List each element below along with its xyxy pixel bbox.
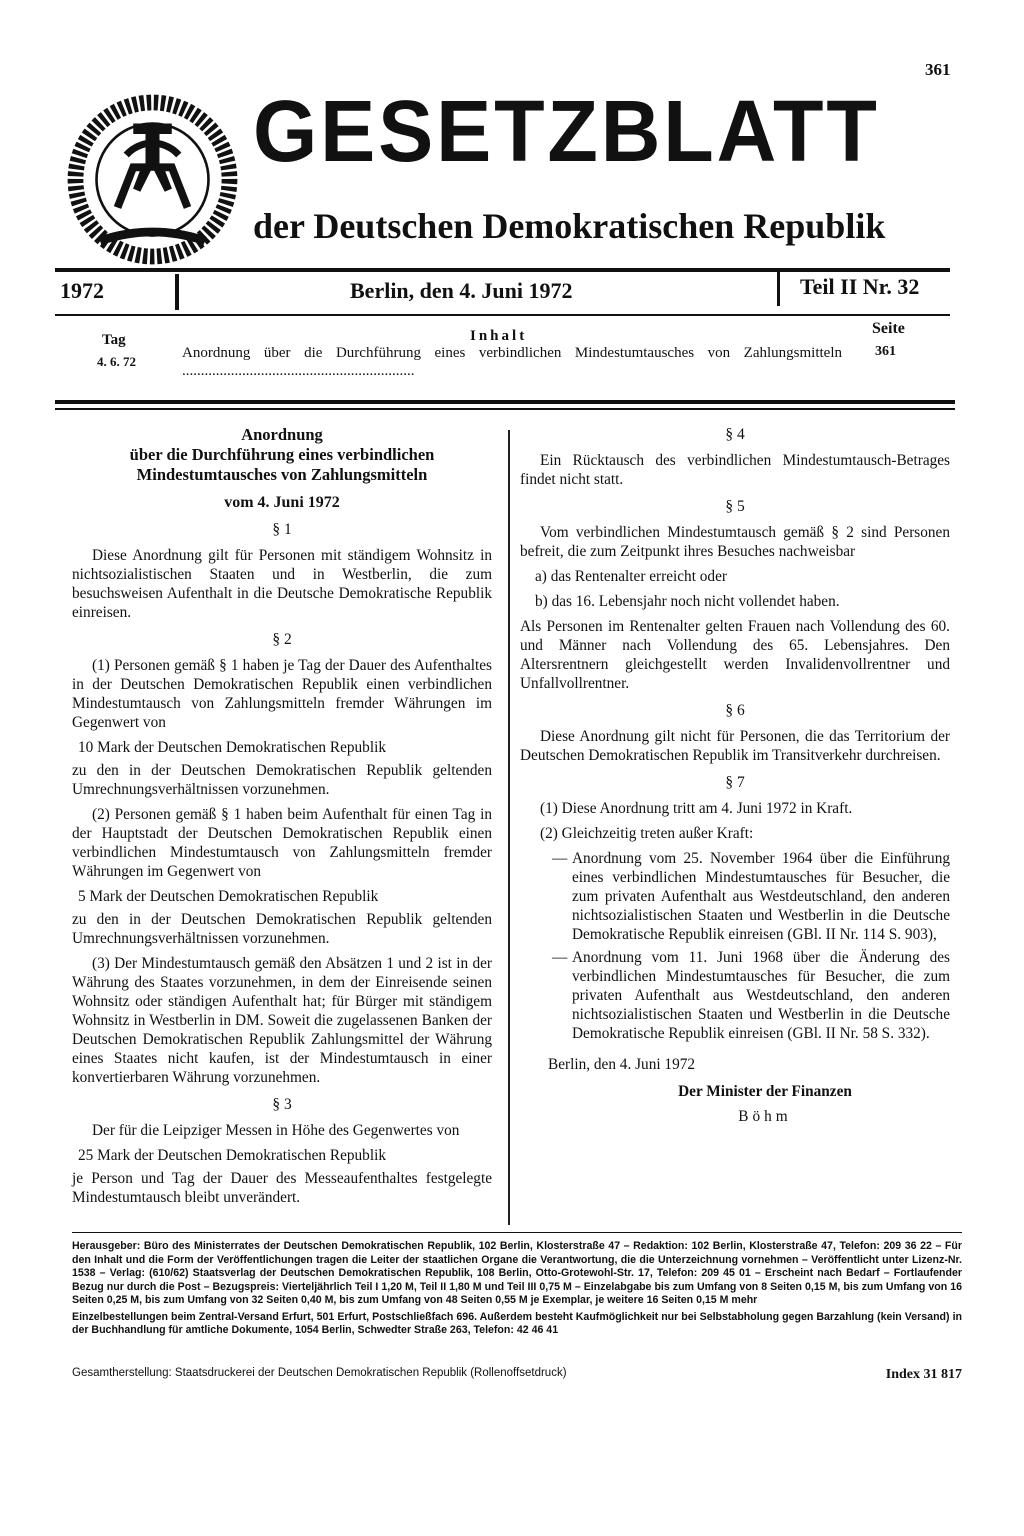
section-2-amount-2: 5 Mark der Deutschen Demokratischen Republik [78,888,379,905]
toc-entry-dots: .............................................................. [182,363,415,379]
masthead-subtitle: der Deutschen Demokratischen Republik [253,206,886,246]
toc-rule-1 [55,400,955,404]
section-7-paragraph-1: (1) Diese Anordnung tritt am 4. Juni 1972 in Kraft. [540,800,853,817]
section-2-paragraph-2b: zu den in der Deutschen Demokratischen Republik geltenden Umrechnungsverhältnissen vorzunehmen. [72,911,492,947]
issue-bar [55,268,955,314]
section-4-text: Ein Rücktausch des verbindlichen Mindestumtausch-Betrages findet nicht statt. [520,452,950,488]
section-2-paragraph-1: (1) Personen gemäß § 1 haben je Tag der Dauer des Aufenthaltes in der Deutschen Demokratischen Republik einen verbindlichen Mindestumtausch von Zahlungsmitteln fremder Währungen im Gegenwert von [72,657,492,731]
section-5-paragraph-2: Als Personen im Rentenalter gelten Frauen nach Vollendung des 60. und Männer nach Vollendung des 65. Lebensjahres. Den Altersrentnern gleichgestellt werden Invalidenvollrentner und Unfallvollrentner. [520,618,950,692]
section-7-paragraph-2: (2) Gleichzeitig treten außer Kraft: [540,825,754,842]
section-3-paragraph-1b: je Person und Tag der Dauer des Messeaufenthaltes festgelegte Mindestumtausch bleibt unverändert. [72,1170,492,1206]
section-5-item-a: a) das Rentenalter erreicht oder [535,568,727,585]
section-3-heading: § 3 [272,1096,292,1113]
gdr-state-emblem-icon [65,92,240,267]
section-3-amount: 25 Mark der Deutschen Demokratischen Republik [78,1147,386,1164]
ordinance-title [72,425,492,485]
section-6-text: Diese Anordnung gilt nicht für Personen, die das Territorium der Deutschen Demokratischen Republik im Transitverkehr durchreisen. [520,728,950,764]
section-7-heading: § 7 [725,774,745,791]
column-left [72,425,492,1213]
issue-year: 1972 [60,278,104,303]
section-1-heading: § 1 [272,521,292,538]
toc-entry-date: 4. 6. 72 [97,354,136,369]
signatory-name: Böhm [738,1108,792,1125]
toc-rule-2 [55,408,955,410]
section-7-repealed-item-1 [520,849,950,944]
page-number: 361 [925,60,951,79]
issue-date: Berlin, den 4. Juni 1972 [350,278,573,303]
section-2-heading: § 2 [272,631,292,648]
dash-marker: — [552,850,568,867]
toc-title: Inhalt [470,328,528,344]
toc-tag-label: Tag [102,332,126,348]
index-number: Index 31 817 [885,1367,962,1382]
ordinance-title-line3: Mindestumtausches von Zahlungsmitteln [136,465,428,484]
section-2-paragraph-2: (2) Personen gemäß § 1 haben beim Aufenthalt für einen Tag in der Hauptstadt der Deutschen Demokratischen Republik einen verbindlichen Mindestumtausch von Zahlungsmitteln fremder Währungen im Gegenwert von [72,806,492,880]
section-6-heading: § 6 [725,702,745,719]
section-2-paragraph-1b: zu den in der Deutschen Demokratischen Republik geltenden Umrechnungsverhältnissen vorzunehmen. [72,762,492,798]
dash-marker: — [552,949,568,966]
issue-part-number: Teil II Nr. 32 [800,274,920,299]
toc-entry-text: Anordnung über die Durchführung eines verbindlichen Mindestumtausches von Zahlungsmitteln [182,345,842,361]
ordinance-title-line2: über die Durchführung eines verbindlichen [129,445,435,464]
table-of-contents [57,320,957,400]
section-7-repealed-item-2-text: Anordnung vom 11. Juni 1968 über die Änderung des verbindlichen Mindestumtausches für Besucher, die zum privaten Aufenthalt aus Westdeutschland, den anderen nichtsozialistischen Staaten und Westberlin in die Deutsche Demokratische Republik einreisen (GBl. II Nr. 58 S. 332). [572,949,950,1042]
masthead-title: GESETZBLATT [253,83,880,180]
section-4-heading: § 4 [725,426,745,443]
production-text: Gesamtherstellung: Staatsdruckerei der Deutschen Demokratischen Republik (Rollenoffsetdruck) [72,1367,567,1379]
section-7-repealed-item-1-text: Anordnung vom 25. November 1964 über die Einführung eines verbindlichen Mindestumtausches für Besucher, die zum privaten Aufenthalt aus Westdeutschland, den anderen nichtsozialistischen Staaten und Westberlin in die Deutsche Demokratische Republik einreisen (GBl. II Nr. 114 S. 903), [572,850,950,943]
toc-seite-label: Seite [872,320,905,337]
section-2-paragraph-3: (3) Der Mindestumtausch gemäß den Absätzen 1 und 2 ist in der Währung des Staates vorzunehmen, in dem der Einreisende seinen Wohnsitz oder ständigen Aufenthalt hat; für Bürger mit ständigem Wohnsitz in Westberlin in DM. Soweit die zugelassenen Banken der Deutschen Demokratischen Republik Zahlungsmittel der Währung eines Staates nicht kaufen, ist der Mindestumtausch in einer konvertierbaren Währung vorzunehmen. [72,955,492,1086]
imprint-rule [72,1232,962,1233]
imprint-publisher: Herausgeber: Büro des Ministerrates der Deutschen Demokratischen Republik, 102 Berlin, Klosterstraße 47 – Redaktion: 102 Berlin, Klosterstraße 47, Telefon: 209 36 22 – Für den Inhalt und die Form der Veröffentlichungen tragen die Leiter der staatlichen Organe die Verantwortung, die die Unterzeichnung vornehmen – Veröffentlicht unter Lizenz-Nr. 1538 – Verlag: (610/62) Staatsverlag der Deutschen Demokratischen Republik, 108 Berlin, Otto-Grotewohl-Str. 17, Telefon: 209 45 01 – Erscheint nach Bedarf – Fortlaufender Bezug nur durch die Post – Bezugspreis: Vierteljährlich Teil I 1,20 M, Teil II 1,80 M und Teil III 0,75 M – Einzelabgabe bis zum Umfang von 8 Seiten 0,15 M, bis zum Umfang von 16 Seiten 0,25 M, bis zum Umfang von 32 Seiten 0,40 M, bis zum Umfang von 48 Seiten 0,55 M je Exemplar, je weitere 16 Seiten 0,15 M mehr [72,1240,962,1306]
imprint-ordering: Einzelbestellungen beim Zentral-Versand Erfurt, 501 Erfurt, Postschließfach 696. Außerdem besteht Kaufmöglichkeit nur bei Selbstabholung gegen Barzahlung (kein Versand) in der Buchhandlung für amtliche Dokumente, 1054 Berlin, Schwedter Straße 263, Telefon: 42 46 41 [72,1310,962,1336]
issue-divider-2 [777,268,780,306]
section-5-paragraph-1: Vom verbindlichen Mindestumtausch gemäß § 2 sind Personen befreit, die zum Zeitpunkt ihres Besuches nachweisbar [520,524,950,560]
production-line [72,1367,962,1382]
header-rule-bottom [55,314,950,316]
imprint [72,1240,962,1341]
section-1-text: Diese Anordnung gilt für Personen mit ständigem Wohnsitz in nichtsozialistischen Staaten und in Westberlin, die zum besuchsweisen Aufenthalt in die Deutsche Demokratische Republik einreisen. [72,547,492,621]
column-divider [508,430,510,1225]
ordinance-date: vom 4. Juni 1972 [224,494,340,511]
toc-entry-page: 361 [875,344,896,359]
section-2-amount-1: 10 Mark der Deutschen Demokratischen Republik [78,739,386,756]
signing-place-date: Berlin, den 4. Juni 1972 [548,1056,696,1073]
ordinance-title-line1: Anordnung [241,425,323,444]
column-right [520,425,950,1126]
issue-divider-1 [175,274,179,310]
section-5-heading: § 5 [725,498,745,515]
section-5-item-b: b) das 16. Lebensjahr noch nicht vollendet haben. [535,593,840,610]
signatory-title: Der Minister der Finanzen [678,1083,852,1100]
section-7-repealed-item-2 [520,948,950,1043]
section-3-paragraph-1: Der für die Leipziger Messen in Höhe des Gegenwertes von [92,1122,460,1139]
toc-entry [182,344,842,380]
